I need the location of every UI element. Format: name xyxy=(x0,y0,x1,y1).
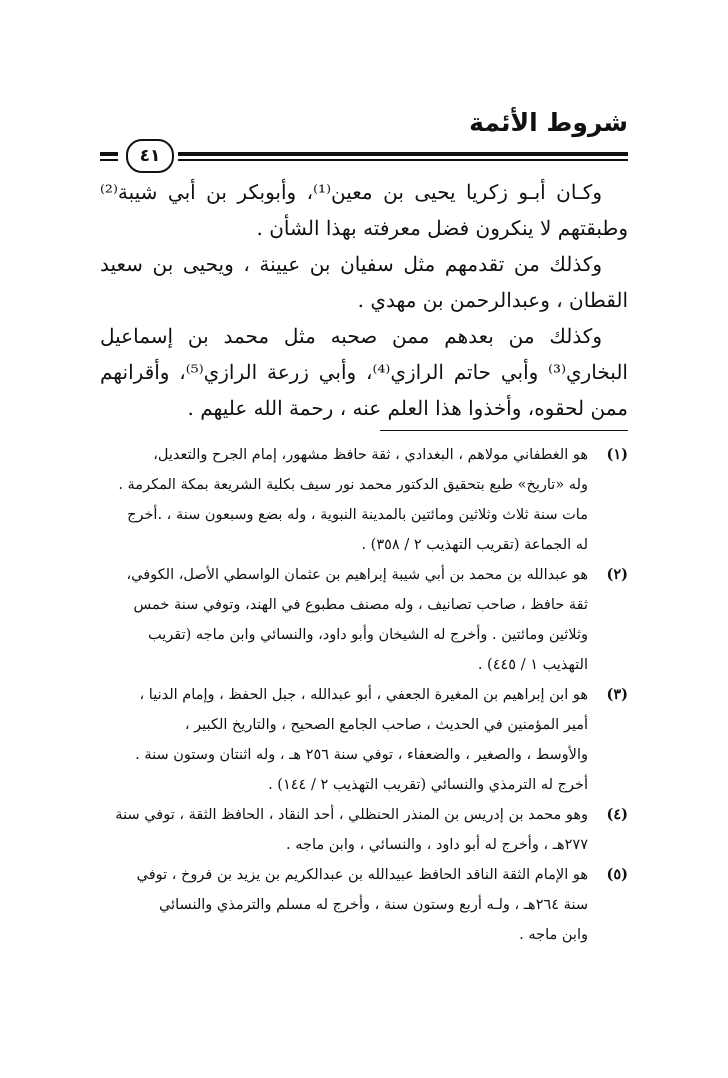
footnote-number: (٥) xyxy=(606,866,628,883)
footnote-line: هو ابن إبراهيم بن المغيرة الجعفي ، أبو عبدالله ، جبل الحفظ ، وإمام الدنيا ، xyxy=(139,687,588,703)
footnote-line: والأوسط ، والصغير ، والضعفاء ، توفي سنة ٢٥٦ هـ ، وله اثنتان وستون سنة . xyxy=(135,747,588,763)
footnote-line: وله «تاريخ» طبع بتحقيق الدكتور محمد نور سيف بكلية الشريعة بمكة المكرمة . xyxy=(118,477,588,493)
footnote-number: (١) xyxy=(606,446,628,463)
main-paragraph-1: وكـان أبـو زكريا يحيى بن معين⁽¹⁾، وأبوبكر بن أبي شيبة⁽²⁾ وطبقتهم لا ينكرون فضل معرفته بهذا الشأن . xyxy=(100,180,628,240)
page-number: ٤١ xyxy=(139,146,161,166)
footnote-number: (٢) xyxy=(606,566,628,583)
running-title: شروط الأئمة xyxy=(469,108,628,137)
footnote-line: أخرج له الترمذي والنسائي (تقريب التهذيب ٢ / ١٤٤) . xyxy=(268,777,588,793)
main-text xyxy=(100,174,628,426)
footnote-5 xyxy=(100,860,628,950)
footnote-text xyxy=(100,800,588,860)
footnote-line: له الجماعة (تقريب التهذيب ٢ / ٣٥٨) . xyxy=(361,537,588,553)
header-rule-thick xyxy=(100,152,628,156)
footnote-line: هو الإمام الثقة الناقد الحافظ عبيدالله بن عبدالكريم بن يزيد بن فروخ ، توفي xyxy=(136,867,588,883)
footnote-line: أمير المؤمنين في الحديث ، صاحب الجامع الصحيح ، والتاريخ الكبير ، xyxy=(184,717,588,733)
page-number-badge xyxy=(126,139,174,173)
footnote-text xyxy=(100,560,588,680)
footnote-line: هو الغطفاني مولاهم ، البغدادي ، ثقة حافظ مشهور، إمام الجرح والتعديل، xyxy=(153,447,588,463)
footnote-number: (٤) xyxy=(606,806,628,823)
footnote-1 xyxy=(100,440,628,560)
footnotes xyxy=(100,440,628,950)
footnote-2 xyxy=(100,560,628,680)
footnote-text xyxy=(100,440,588,560)
footnote-line: وثلاثين ومائتين . وأخرج له الشيخان وأبو داود، والنسائي وابن ماجه (تقريب xyxy=(148,627,588,643)
footnote-line: ٢٧٧هـ ، وأخرج له أبو داود ، والنسائي ، وابن ماجه . xyxy=(286,837,588,853)
footnote-text xyxy=(100,680,588,800)
footnote-3 xyxy=(100,680,628,800)
footnote-line: ثقة حافظ ، صاحب تصانيف ، وله مصنف مطبوع في الهند، وتوفي سنة خمس xyxy=(133,597,588,613)
footnote-number: (٣) xyxy=(606,686,628,703)
header-rule-thin xyxy=(100,159,628,161)
footnote-separator xyxy=(380,430,628,431)
footnote-line: وهو محمد بن إدريس بن المنذر الحنظلي ، أحد النقاد ، الحافظ الثقة ، توفي سنة xyxy=(115,807,588,823)
footnote-text xyxy=(100,860,588,950)
main-paragraph-3: وكذلك من بعدهم ممن صحبه مثل محمد بن إسماعيل البخاري⁽³⁾ وأبي حاتم الرازي⁽⁴⁾، وأبي زرعة الرازي⁽⁵⁾، وأقرانهم ممن لحقوه، وأخذوا هذا العلم عنه ، رحمة الله عليهم . xyxy=(100,324,628,420)
main-paragraph-2: وكذلك من تقدمهم مثل سفيان بن عيينة ، ويحيى بن سعيد القطان ، وعبدالرحمن بن مهدي . xyxy=(100,252,628,312)
footnote-line: هو عبدالله بن محمد بن أبي شيبة إبراهيم بن عثمان الواسطي الأصل، الكوفي، xyxy=(126,567,588,583)
footnote-line: مات سنة ثلاث وثلاثين ومائتين بالمدينة النبوية ، وله بضع وسبعون سنة ، .أخرج xyxy=(127,507,588,523)
footnote-line: التهذيب ١ / ٤٤٥) . xyxy=(477,657,588,673)
footnote-line: سنة ٢٦٤هـ ، ولـه أربع وستون سنة ، وأخرج له مسلم والترمذي والنسائي xyxy=(159,897,588,913)
footnote-4 xyxy=(100,800,628,860)
footnote-line: وابن ماجه . xyxy=(519,927,588,943)
